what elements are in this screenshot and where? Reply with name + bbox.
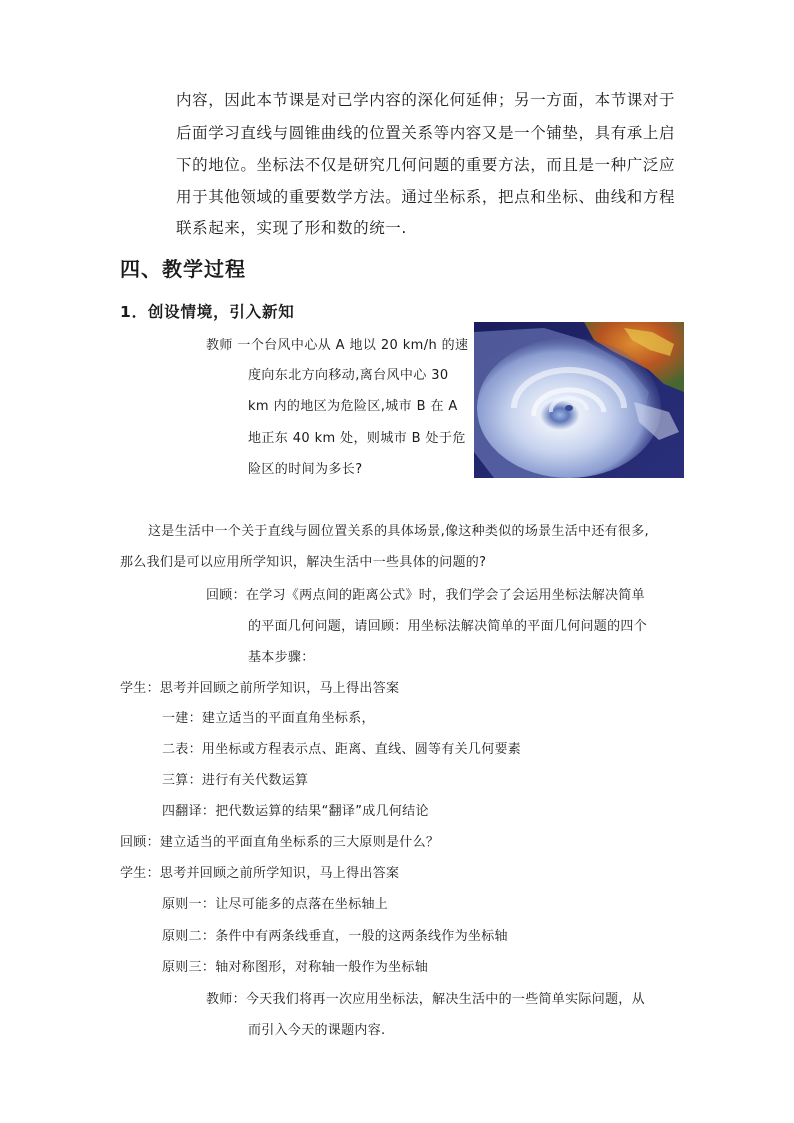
- review2: 回顾：建立适当的平面直角坐标系的三大原则是什么？: [120, 835, 440, 850]
- principle-3: 原则三：轴对称图形，对称轴一般作为坐标轴: [162, 960, 429, 975]
- step-4: 四翻译：把代数运算的结果“翻译”成几何结论: [162, 804, 429, 819]
- review1-line-2: 的平面几何问题，请回顾：用坐标法解决简单的平面几何问题的四个: [248, 619, 648, 634]
- step-1: 一建：建立适当的平面直角坐标系，: [162, 711, 375, 726]
- context-line-2: 那么我们是可以应用所学知识，解决生活中一些具体的问题的?: [120, 555, 487, 570]
- principle-1: 原则一：让尽可能多的点落在坐标轴上: [162, 897, 389, 912]
- typhoon-satellite-image: [474, 322, 684, 478]
- intro-line-4: 用于其他领域的重要数学方法。通过坐标系，把点和坐标、曲线和方程: [176, 188, 676, 206]
- principle-2: 原则二：条件中有两条线垂直，一般的这两条线作为坐标轴: [162, 929, 508, 944]
- teacher-problem-line-4: 地正东 40 km 处，则城市 B 处于危: [248, 431, 466, 446]
- step-2: 二表：用坐标或方程表示点、距离、直线、圆等有关几何要素: [162, 742, 522, 757]
- intro-line-5: 联系起来，实现了形和数的统一.: [176, 219, 407, 237]
- intro-line-1: 内容，因此本节课是对已学内容的深化何延伸；另一方面，本节课对于: [176, 91, 676, 109]
- section-title: 四、教学过程: [120, 257, 246, 281]
- context-line-1: 这是生活中一个关于直线与圆位置关系的具体场景,像这种类似的场景生活中还有很多,: [148, 524, 649, 539]
- closing-line-1: 教师：今天我们将再一次应用坐标法，解决生活中的一些简单实际问题，从: [206, 992, 645, 1007]
- subsection-title: 1．创设情境，引入新知: [120, 303, 295, 321]
- teacher-problem-line-1: 教师 一个台风中心从 A 地以 20 km/h 的速: [206, 338, 469, 353]
- student-answer-1: 学生：思考并回顾之前所学知识，马上得出答案: [120, 681, 400, 696]
- teacher-problem-line-3: km 内的地区为危险区,城市 B 在 A: [248, 399, 458, 414]
- review1-line-1: 回顾：在学习《两点间的距离公式》时，我们学会了会运用坐标法解决简单: [206, 588, 645, 603]
- student-answer-2: 学生：思考并回顾之前所学知识，马上得出答案: [120, 866, 400, 881]
- review1-line-3: 基本步骤：: [248, 650, 315, 665]
- teacher-problem-line-2: 度向东北方向移动,离台风中心 30: [248, 368, 449, 383]
- teacher-problem-line-5: 险区的时间为多长?: [248, 462, 363, 477]
- intro-line-3: 下的地位。坐标法不仅是研究几何问题的重要方法，而且是一种广泛应: [176, 156, 676, 174]
- step-3: 三算：进行有关代数运算: [162, 773, 309, 788]
- intro-line-2: 后面学习直线与圆锥曲线的位置关系等内容又是一个铺垫，具有承上启: [176, 124, 676, 142]
- closing-line-2: 而引入今天的课题内容.: [248, 1023, 386, 1038]
